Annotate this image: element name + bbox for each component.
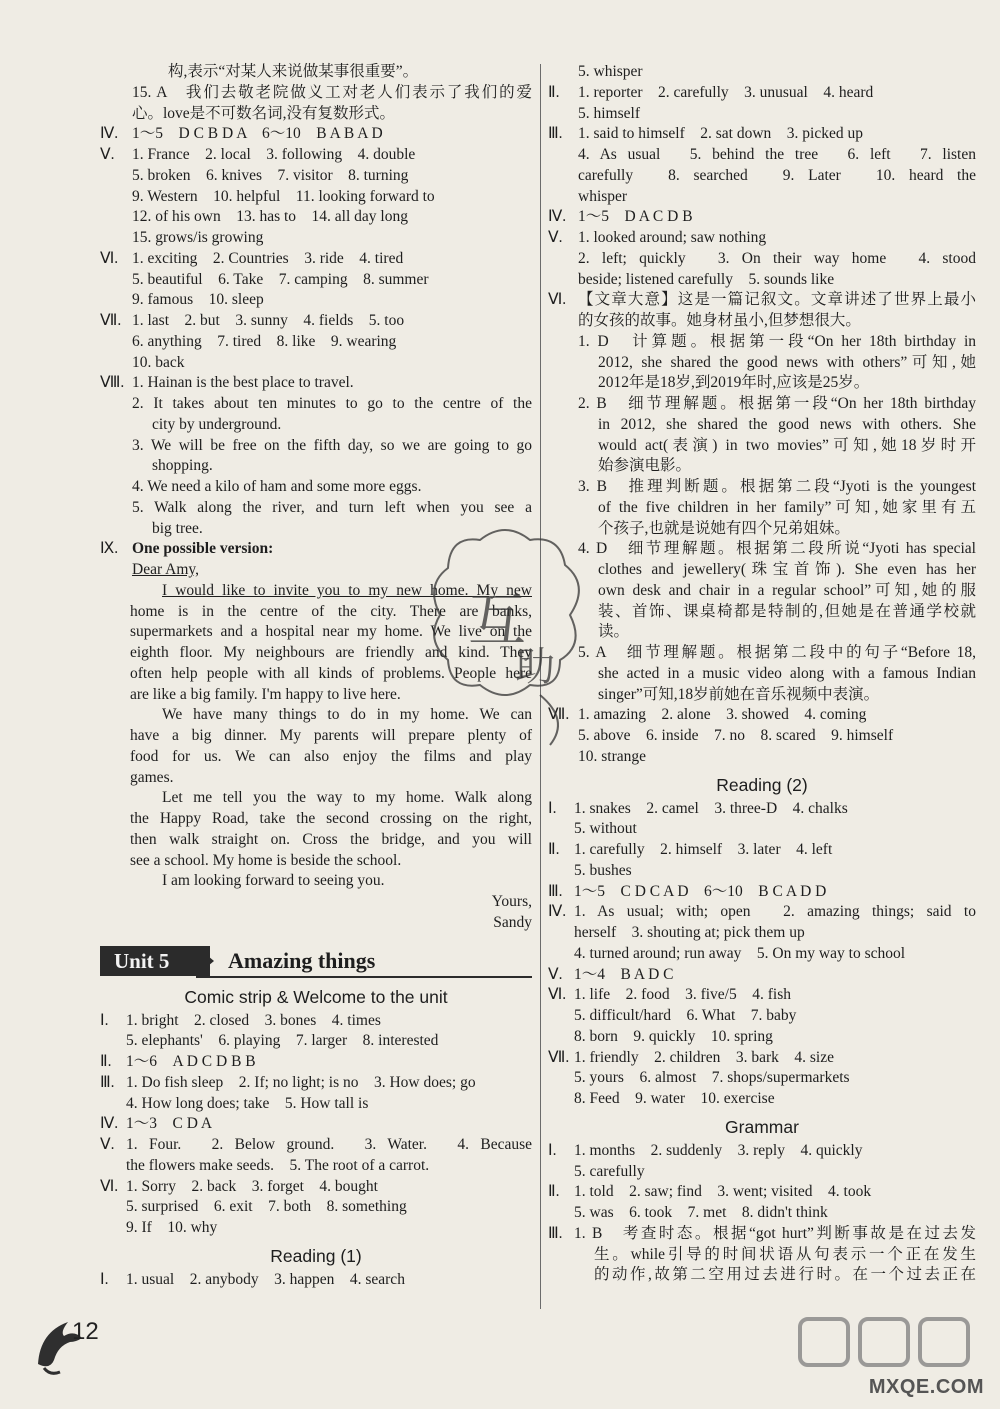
- answer-text: 4. As usual 5. behind the tree 6. left 7. listen: [578, 146, 976, 163]
- unit-label: Unit 5: [100, 946, 210, 976]
- answer-text: 2. left; quickly 3. On their way home 4. stood: [578, 249, 976, 267]
- answer-text: 5. beautiful 6. Take 7. camping 8. summer: [132, 270, 429, 288]
- unit-title: Amazing things: [228, 947, 376, 973]
- answer-line: [548, 747, 976, 768]
- answer-text: 1. told 2. saw; find 3. went; visited 4. took: [574, 1183, 872, 1201]
- answer-text: 1. Sorry 2. back 3. forget 4. bought: [126, 1177, 378, 1195]
- answer-text: then walk straight on. Cross the bridge, and you will: [130, 830, 532, 848]
- question-number: Ⅰ.: [100, 1270, 109, 1288]
- answer-text: shopping.: [152, 457, 213, 475]
- answer-line: [100, 353, 532, 374]
- answer-text: city by underground.: [152, 415, 282, 433]
- answer-text: 1. Hainan is the best place to travel.: [132, 374, 354, 392]
- answer-line: [100, 1156, 532, 1177]
- answer-line: [548, 685, 976, 706]
- answer-line: [548, 602, 976, 623]
- answer-text: 的女孩的故事。她身材虽小,但梦想很大。: [578, 312, 861, 329]
- answer-text: 4. How long does; take 5. How tall is: [126, 1094, 369, 1112]
- answer-line: [100, 477, 532, 498]
- answer-text: 5. without: [574, 820, 637, 838]
- answer-text: 10. strange: [578, 747, 647, 765]
- answer-text: 1. last 2. but 3. sunny 4. fields 5. too: [132, 312, 405, 329]
- answer-line: [548, 1203, 976, 1224]
- answer-text: 1～5 C D C A D 6～10 B C A D D: [574, 882, 827, 900]
- banner-rule: [196, 976, 532, 978]
- question-number: Ⅵ.: [100, 249, 119, 267]
- answer-text: Let me tell you the way to my home. Walk along: [162, 789, 532, 807]
- answer-line: [100, 394, 532, 415]
- answer-text: One possible version:: [132, 540, 274, 558]
- answer-text: 5. Walk along the river, and turn left when you see a: [132, 498, 532, 516]
- answer-line: [548, 622, 976, 643]
- page-number: 12: [72, 1318, 99, 1345]
- answer-line: [100, 228, 532, 249]
- answer-text: 5. yours 6. almost 7. shops/supermarkets: [574, 1069, 850, 1087]
- answer-text: 1. B 考查时态。根据“got hurt”判断事故是在过去发: [574, 1224, 976, 1242]
- answer-text: 1. friendly 2. children 3. bark 4. size: [574, 1048, 834, 1066]
- answer-line: [100, 809, 532, 830]
- question-number: Ⅲ.: [548, 1224, 563, 1242]
- answer-line: [548, 519, 976, 540]
- answer-text: clothes and jewellery(珠宝首饰). She even has her: [598, 561, 976, 578]
- question-number: Ⅴ.: [100, 146, 115, 163]
- answer-text: 5. was 6. took 7. met 8. didn't think: [574, 1204, 828, 1221]
- answer-line: [548, 436, 976, 457]
- answer-text: 5. surprised 6. exit 7. both 8. something: [126, 1198, 407, 1216]
- stamp-glyph: 互: [468, 586, 527, 654]
- answer-line: [100, 187, 532, 208]
- answer-text: 4. turned around; run away 5. On my way to school: [574, 944, 906, 962]
- question-number: Ⅵ.: [548, 986, 567, 1004]
- answer-text: 15. grows/is growing: [132, 229, 264, 246]
- answer-line: [548, 270, 976, 291]
- question-number: Ⅳ.: [548, 208, 567, 226]
- answer-text: 15. A 我们去敬老院做义工对老人们表示了我们的爱: [132, 83, 532, 101]
- answer-line: [100, 166, 532, 187]
- answer-line: [100, 498, 532, 519]
- answer-line: [548, 290, 976, 311]
- answer-text: 5. A 细节理解题。根据第二段中的句子“Before 18,: [578, 644, 976, 661]
- answer-line: [100, 1073, 532, 1094]
- answer-line: [100, 332, 532, 353]
- answer-line: [548, 62, 976, 83]
- question-number: Ⅳ.: [548, 903, 567, 921]
- question-number: Ⅶ.: [100, 312, 122, 329]
- answer-text: Comic strip & Welcome to the unit: [184, 986, 448, 1007]
- answer-line: [548, 187, 976, 208]
- answer-line: [100, 270, 532, 291]
- answer-line: [100, 436, 532, 457]
- question-number: Ⅱ.: [100, 1053, 112, 1070]
- answer-line: [100, 768, 532, 789]
- answer-text: Yours,: [491, 893, 532, 910]
- svg-text:助: 助: [515, 644, 555, 690]
- question-number: Ⅳ.: [100, 1115, 119, 1133]
- answer-text: 4. D 细节理解题。根据第二段所说“Jyoti has special: [578, 540, 976, 558]
- answer-text: We have many things to do in my home. We can: [162, 706, 532, 724]
- answer-text: she acted in a music video along with a famous Indian: [598, 664, 976, 682]
- question-number: Ⅱ.: [548, 1183, 560, 1201]
- answer-text: the Happy Road, take the second crossing on the right,: [130, 810, 532, 827]
- answer-line: [100, 145, 532, 166]
- answer-text: 4. We need a kilo of ham and some more eggs.: [132, 478, 422, 495]
- answer-text: I would like to invite you to my new home. My new: [162, 581, 532, 599]
- answer-text: in 2012, she shared the good news with others. She: [598, 415, 976, 433]
- answer-line: [548, 819, 976, 840]
- answer-line: [548, 726, 976, 747]
- answer-line: [548, 1048, 976, 1069]
- answer-line: [548, 1141, 976, 1162]
- answer-line: [100, 1031, 532, 1052]
- answer-text: would act(表演) in two movies”可知,她18岁时开: [598, 436, 976, 454]
- answer-line: [548, 311, 976, 332]
- answer-line: [548, 664, 976, 685]
- answer-text: 5. difficult/hard 6. What 7. baby: [574, 1007, 797, 1024]
- answer-text: 3. B 推理判断题。根据第二段“Jyoti is the youngest: [578, 478, 976, 495]
- answer-text: 8. born 9. quickly 10. spring: [574, 1027, 773, 1045]
- answer-line: [548, 394, 976, 415]
- question-number: Ⅴ.: [548, 965, 563, 983]
- answer-text: 1～6 A D C D B B: [126, 1053, 256, 1070]
- answer-text: 3. We will be free on the fifth day, so we are going to go: [132, 436, 532, 454]
- answer-text: 1. D 计算题。根据第一段“On her 18th birthday in: [578, 332, 976, 350]
- answer-text: 1～5 D C B D A 6～10 B A B A D: [132, 125, 383, 143]
- question-number: Ⅷ.: [100, 374, 125, 392]
- answer-line: [548, 965, 976, 986]
- section-heading: [548, 772, 976, 799]
- answer-text: 始参演电影。: [598, 457, 692, 475]
- answer-line: [548, 882, 976, 903]
- answer-text: 读。: [598, 623, 630, 641]
- answer-text: 12. of his own 13. has to 14. all day long: [132, 208, 408, 226]
- mutual-help-stamp: [420, 520, 590, 750]
- answer-text: Reading (1): [270, 1245, 362, 1266]
- answer-line: [100, 373, 532, 394]
- answer-text: 2012年是18岁,到2019年时,应该是25岁。: [598, 374, 870, 392]
- answer-text: 1. snakes 2. camel 3. three-D 4. chalks: [574, 799, 848, 817]
- question-number: Ⅶ.: [548, 706, 570, 724]
- answer-text: 生。while引导的时间状语从句表示一个正在发生: [594, 1245, 976, 1263]
- answer-text: 1. said to himself 2. sat down 3. picked up: [578, 125, 863, 143]
- answer-text: 5. whisper: [578, 63, 643, 80]
- answer-line: [100, 83, 532, 104]
- answer-text: are like a big family. I'm happy to live here.: [130, 685, 401, 703]
- question-number: Ⅰ.: [100, 1011, 109, 1029]
- right-column: [548, 62, 976, 1286]
- answer-line: [100, 1011, 532, 1032]
- answer-text: 9. famous 10. sleep: [132, 291, 264, 309]
- answer-line: [548, 477, 976, 498]
- answer-text: see a school. My home is beside the school.: [130, 851, 402, 869]
- answer-text: 9. If 10. why: [126, 1219, 218, 1236]
- answer-line: [548, 207, 976, 228]
- answer-line: [548, 705, 976, 726]
- answer-text: I am looking forward to seeing you.: [162, 872, 385, 890]
- answer-line: [548, 415, 976, 436]
- answer-line: [548, 249, 976, 270]
- question-number: Ⅴ.: [548, 229, 563, 246]
- answer-line: [100, 1177, 532, 1198]
- answer-line: [548, 1006, 976, 1027]
- answer-text: 1. life 2. food 3. five/5 4. fish: [574, 986, 791, 1004]
- answer-text: 1～3 C D A: [126, 1115, 213, 1133]
- answer-text: 【文章大意】这是一篇记叙文。文章讲述了世界上最小: [578, 291, 976, 309]
- answer-text: 构,表示“对某人来说做某事很重要”。: [168, 63, 419, 80]
- answer-text: of the five children in her family”可知,她家里有五: [598, 498, 976, 516]
- answer-line: [548, 228, 976, 249]
- answer-text: 个孩子,也就是说她有四个兄弟姐妹。: [598, 519, 850, 537]
- answer-text: 5. above 6. inside 7. no 8. scared 9. himself: [578, 727, 894, 744]
- answer-text: 5. carefully: [574, 1162, 645, 1180]
- answer-line: [548, 498, 976, 519]
- answer-text: 5. elephants' 6. playing 7. larger 8. interested: [126, 1032, 439, 1050]
- answer-text: whisper: [578, 187, 628, 205]
- answer-line: [548, 1182, 976, 1203]
- answer-text: 1. reporter 2. carefully 3. unusual 4. heard: [578, 83, 874, 101]
- answer-line: [548, 1068, 976, 1089]
- answer-line: [548, 560, 976, 581]
- answer-line: [100, 892, 532, 913]
- answer-line: [100, 1135, 532, 1156]
- answer-line: [548, 353, 976, 374]
- question-number: Ⅳ.: [100, 125, 119, 143]
- answer-text: 1. bright 2. closed 3. bones 4. times: [126, 1011, 381, 1029]
- answer-line: [548, 944, 976, 965]
- question-number: Ⅵ.: [100, 1177, 119, 1195]
- answer-text: 2. B 细节理解题。根据第一段“On her 18th birthday: [578, 395, 976, 412]
- answer-line: [548, 923, 976, 944]
- answer-line: [100, 104, 532, 125]
- answer-line: [100, 290, 532, 311]
- answer-text: big tree.: [152, 519, 203, 537]
- answer-line: [548, 861, 976, 882]
- answer-text: 5. himself: [578, 104, 640, 122]
- answer-line: [100, 913, 532, 934]
- answer-line: [548, 166, 976, 187]
- answer-text: 6. anything 7. tired 8. like 9. wearing: [132, 332, 397, 350]
- answer-line: [100, 456, 532, 477]
- answer-text: 1～4 B A D C: [574, 965, 674, 983]
- answer-line: [548, 985, 976, 1006]
- answer-line: [548, 1265, 976, 1286]
- answer-text: Dear Amy,: [132, 561, 200, 578]
- question-number: Ⅴ.: [100, 1136, 115, 1153]
- answer-line: [548, 539, 976, 560]
- unit-banner: [100, 940, 532, 980]
- answer-text: 2012, she shared the good news with others”可知,她: [598, 353, 976, 371]
- answer-line: [100, 1094, 532, 1115]
- answer-text: home is in the centre of the city. There are banks,: [130, 602, 532, 620]
- answer-line: [548, 83, 976, 104]
- answer-line: [548, 1162, 976, 1183]
- answer-line: [548, 332, 976, 353]
- answer-text: 2. It takes about ten minutes to go to the centre of the: [132, 395, 532, 412]
- answer-line: [100, 311, 532, 332]
- answer-line: [100, 124, 532, 145]
- question-number: Ⅵ.: [548, 291, 567, 309]
- section-heading: [548, 1114, 976, 1141]
- answer-text: 1. months 2. suddenly 3. reply 4. quickly: [574, 1141, 863, 1159]
- answer-text: 1. usual 2. anybody 3. happen 4. search: [126, 1270, 405, 1288]
- answer-text: 9. Western 10. helpful 11. looking forward to: [132, 187, 435, 205]
- answer-text: 1. France 2. local 3. following 4. double: [132, 146, 416, 163]
- answer-line: [100, 830, 532, 851]
- answer-text: 1. Do fish sleep 2. If; no light; is no 3. How does; go: [126, 1073, 476, 1091]
- answer-text: 1～5 D A C D B: [578, 208, 693, 226]
- answer-text: 1. Four. 2. Below ground. 3. Water. 4. Because: [126, 1136, 532, 1153]
- question-number: Ⅰ.: [548, 1141, 557, 1159]
- answer-line: [548, 581, 976, 602]
- question-number: Ⅶ.: [548, 1048, 570, 1066]
- answer-text: 1. amazing 2. alone 3. showed 4. coming: [578, 706, 867, 724]
- answer-text: games.: [130, 768, 174, 786]
- question-number: Ⅲ.: [100, 1073, 115, 1091]
- answer-line: [548, 1089, 976, 1110]
- answer-text: own desk and chair in a regular school”可知,她的服: [598, 581, 976, 599]
- answer-line: [548, 840, 976, 861]
- answer-text: 1. exciting 2. Countries 3. ride 4. tired: [132, 249, 404, 267]
- answer-text: singer”可知,18岁前她在音乐视频中表演。: [598, 685, 880, 703]
- answer-line: [100, 1114, 532, 1135]
- answer-line: [100, 207, 532, 228]
- answer-line: [548, 104, 976, 125]
- answer-text: 5. broken 6. knives 7. visitor 8. turning: [132, 166, 409, 184]
- answer-text: 5. bushes: [574, 861, 632, 879]
- answer-line: [100, 871, 532, 892]
- answer-text: 1. carefully 2. himself 3. later 4. left: [574, 841, 833, 858]
- answer-text: Sandy: [493, 913, 532, 931]
- answer-text: 1. looked around; saw nothing: [578, 229, 767, 246]
- answer-line: [100, 851, 532, 872]
- answer-text: 的动作,故第二空用过去进行时。在一个过去正在: [594, 1266, 976, 1284]
- answer-text: 10. back: [132, 353, 185, 371]
- answer-text: 装、首饰、课桌椅都是特制的,但她是在普通学校就: [598, 602, 976, 620]
- banner-arrow: [196, 946, 214, 976]
- answer-line: [548, 902, 976, 923]
- question-number: Ⅱ.: [548, 83, 560, 101]
- answer-line: [548, 643, 976, 664]
- answer-line: [548, 456, 976, 477]
- answer-line: [100, 1052, 532, 1073]
- answer-text: carefully 8. searched 9. Later 10. heard the: [578, 166, 976, 184]
- answer-line: [548, 1027, 976, 1048]
- answer-text: 1. As usual; with; open 2. amazing things; said to: [574, 903, 976, 921]
- watermark-url: MXQE.COM: [868, 1376, 984, 1398]
- question-number: Ⅱ.: [548, 841, 560, 858]
- answer-line: [100, 788, 532, 809]
- answer-text: food for us. We can also enjoy the films and play: [130, 747, 532, 765]
- answer-text: often help people with all kinds of problems. People here: [130, 664, 532, 682]
- answer-text: 8. Feed 9. water 10. exercise: [574, 1090, 775, 1107]
- answer-text: beside; listened carefully 5. sounds like: [578, 270, 835, 288]
- question-number: Ⅲ.: [548, 882, 563, 900]
- answer-text: Reading (2): [716, 774, 808, 795]
- answer-line: [100, 1197, 532, 1218]
- answer-line: [548, 1245, 976, 1266]
- answer-line: [548, 124, 976, 145]
- answer-text: have a big dinner. My parents will prepare plenty of: [130, 727, 532, 744]
- question-number: Ⅲ.: [548, 125, 563, 143]
- answer-line: [100, 62, 532, 83]
- answer-line: [548, 1224, 976, 1245]
- answer-line: [548, 145, 976, 166]
- section-heading: [100, 984, 532, 1011]
- answer-text: the flowers make seeds. 5. The root of a carrot.: [126, 1156, 430, 1174]
- answer-line: [100, 249, 532, 270]
- answer-text: 心。love是不可数名词,没有复数形式。: [132, 104, 396, 122]
- answer-text: Grammar: [725, 1116, 799, 1137]
- answer-line: [548, 799, 976, 820]
- answer-text: herself 3. shouting at; pick them up: [574, 924, 805, 941]
- answer-line: [548, 373, 976, 394]
- answer-line: [100, 1270, 532, 1291]
- answer-text: supermarkets and a hospital near my home. We live on the: [130, 623, 532, 641]
- question-number: Ⅸ.: [100, 540, 119, 558]
- answer-line: [100, 415, 532, 436]
- answer-line: [100, 1218, 532, 1239]
- question-number: Ⅰ.: [548, 799, 557, 817]
- section-heading: [100, 1243, 532, 1270]
- answer-text: eighth floor. My neighbours are friendly and kind. They: [130, 644, 532, 661]
